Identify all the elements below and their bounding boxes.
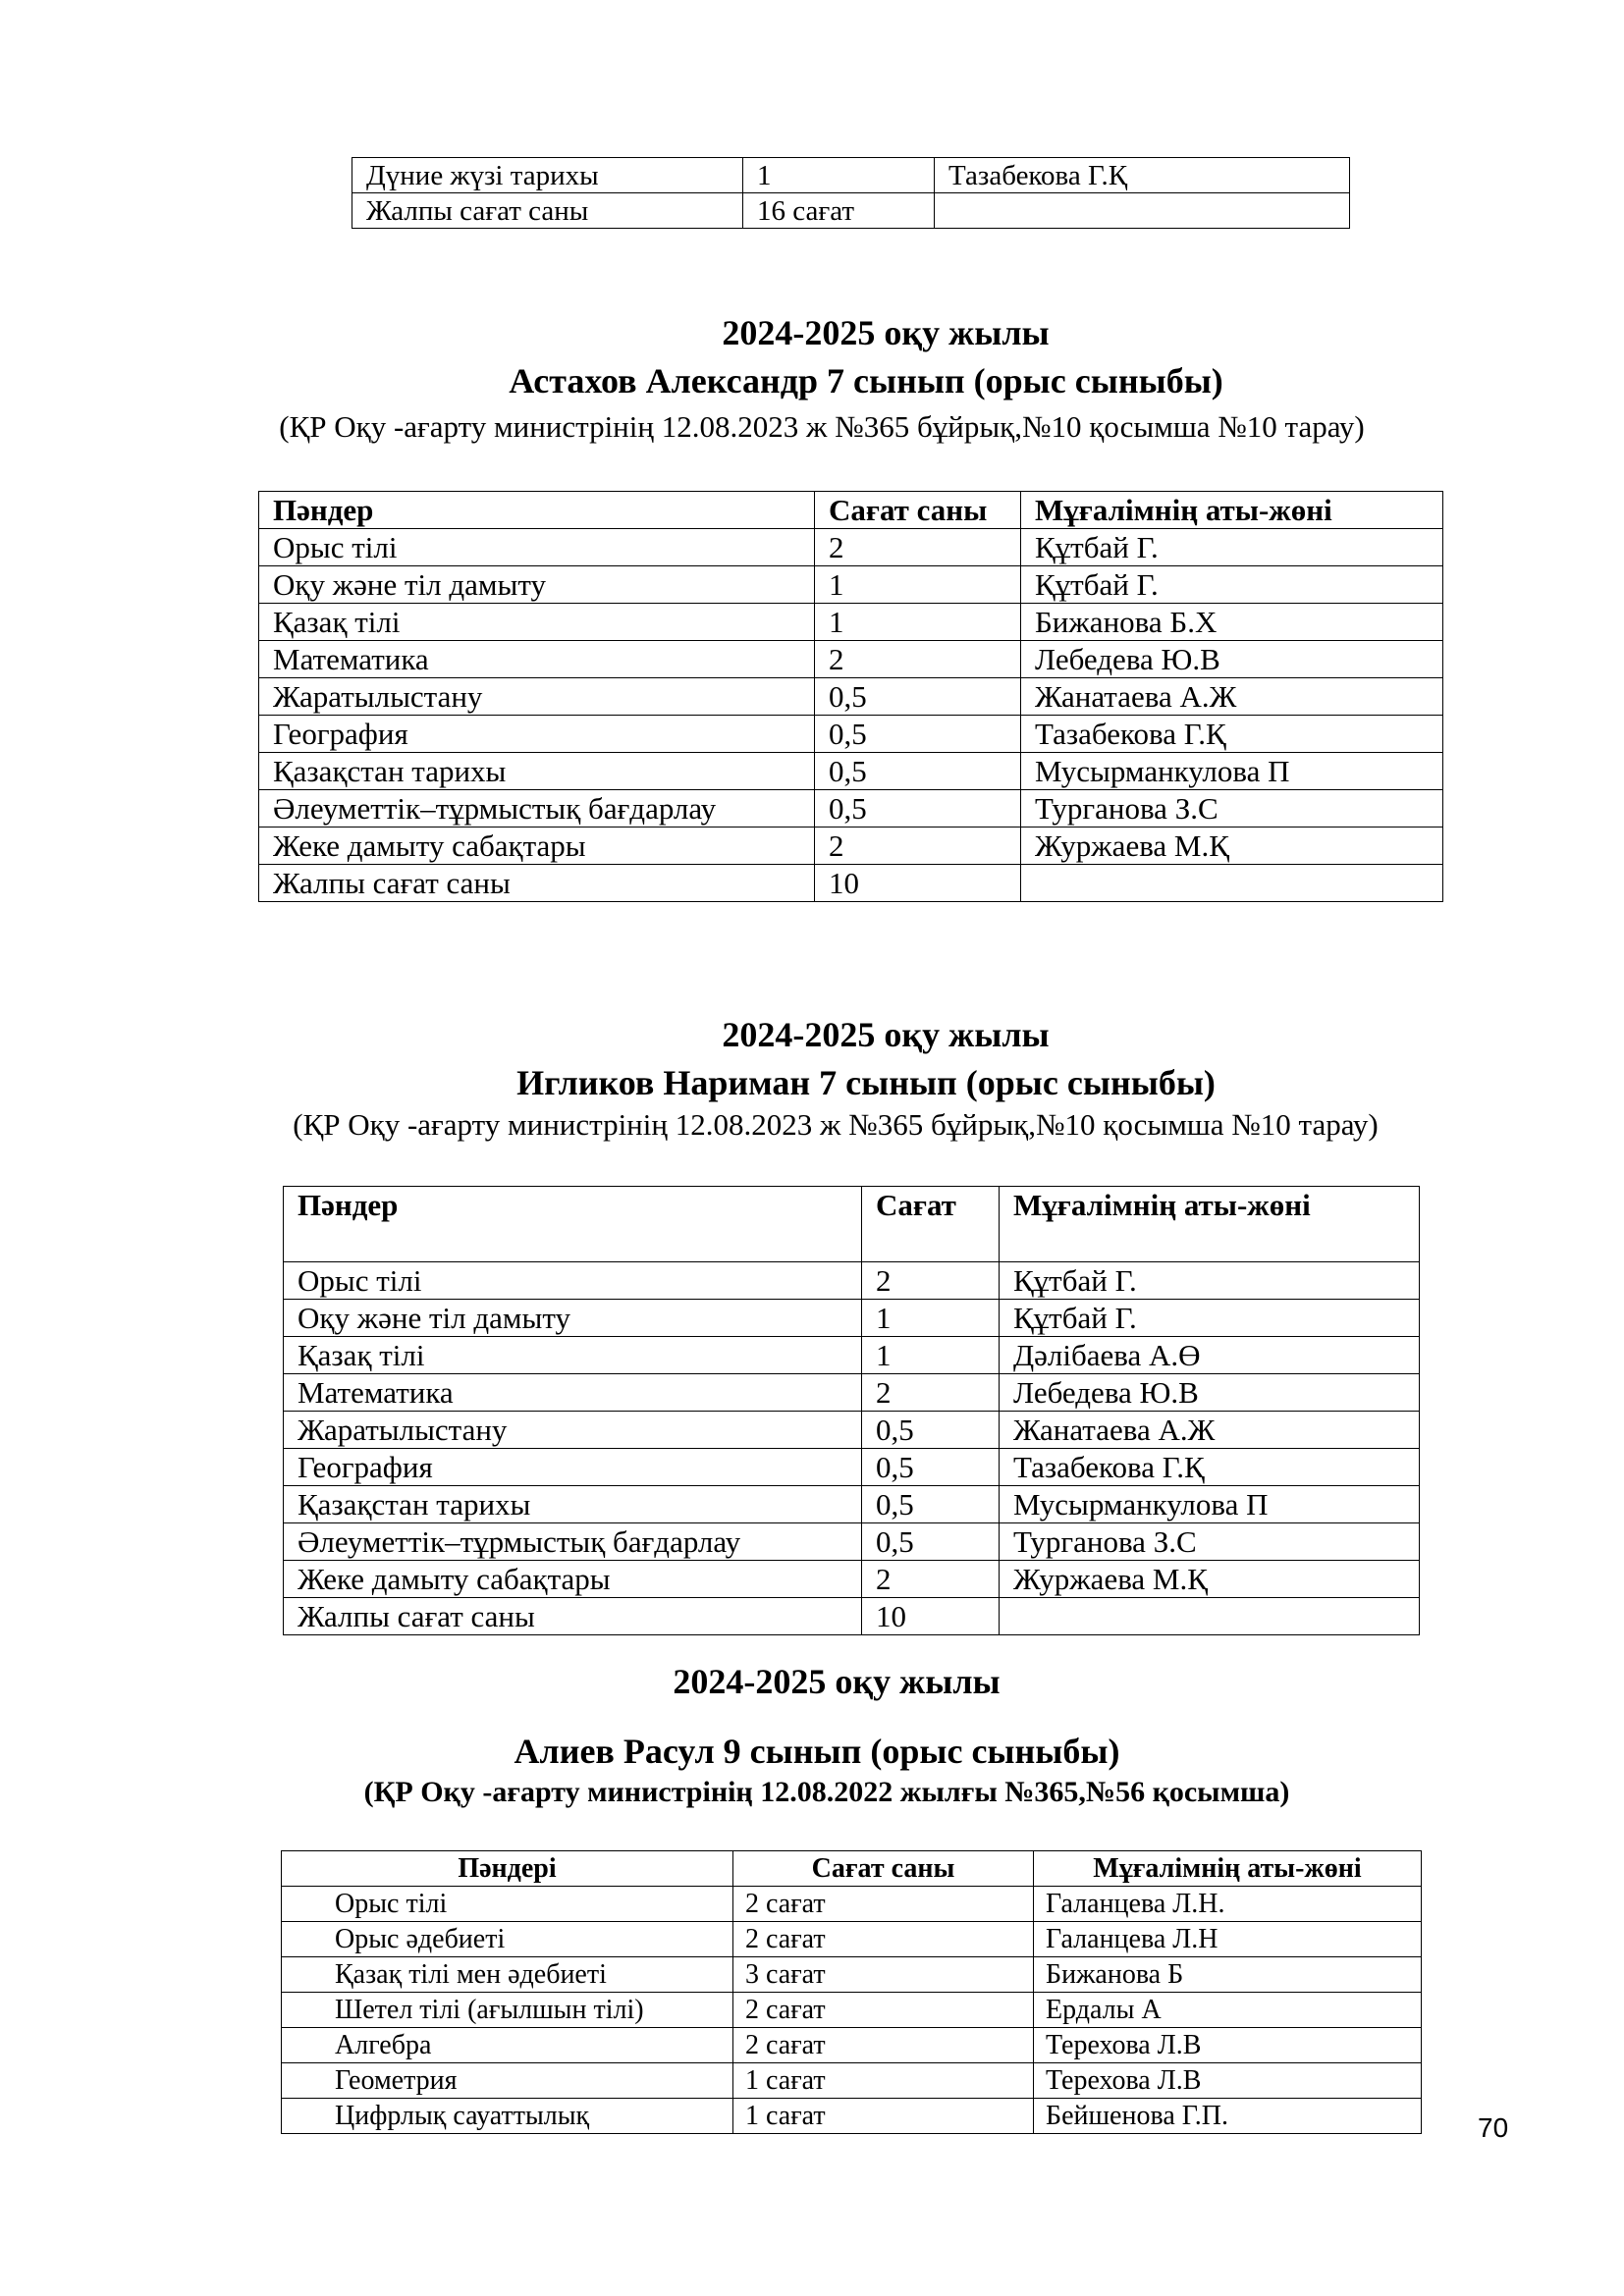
table-cell: Жаратылыстану <box>284 1412 862 1449</box>
table-cell: 1 сағат <box>733 2063 1034 2099</box>
column-header: Пәндер <box>259 492 815 529</box>
table-cell: 1 <box>862 1337 1000 1374</box>
column-header: Сағат саны <box>815 492 1021 529</box>
table-cell: Математика <box>259 641 815 678</box>
table-cell: 0,5 <box>815 716 1021 753</box>
table-cell: Лебедева Ю.В <box>1021 641 1443 678</box>
table-cell: Математика <box>284 1374 862 1412</box>
table-cell: Орыс тілі <box>284 1262 862 1300</box>
table-cell: Геометрия <box>282 2063 733 2099</box>
table-row <box>284 1262 1420 1300</box>
column-header: Пәндері <box>282 1851 733 1887</box>
page-number: 70 <box>1478 2112 1509 2143</box>
table-cell: Қазақстан тарихы <box>259 753 815 790</box>
table-cell: Ердалы А <box>1034 1993 1422 2028</box>
table-cell: Әлеуметтік–тұрмыстық бағдарлау <box>259 790 815 828</box>
table-cell: Бижанова Б.Х <box>1021 604 1443 641</box>
table-row <box>259 753 1443 790</box>
table-cell: Шетел тілі (ағылшын тілі) <box>282 1993 733 2028</box>
table-cell: 2 сағат <box>733 1922 1034 1957</box>
table-row <box>259 790 1443 828</box>
table-cell: 2 сағат <box>733 2028 1034 2063</box>
table-cell: Орыс әдебиеті <box>282 1922 733 1957</box>
table-cell: Жеке дамыту сабақтары <box>284 1561 862 1598</box>
table-cell <box>1021 865 1443 902</box>
table-cell: Журжаева М.Қ <box>1000 1561 1420 1598</box>
table-row <box>352 158 1350 193</box>
table-cell: 2 <box>815 529 1021 566</box>
column-header: Мұғалімнің аты-жөні <box>1000 1187 1420 1262</box>
table-row <box>284 1523 1420 1561</box>
table-cell: Жалпы сағат саны <box>259 865 815 902</box>
table-cell: Галанцева Л.Н. <box>1034 1887 1422 1922</box>
table-row <box>284 1598 1420 1635</box>
table-cell: 1 <box>815 604 1021 641</box>
table-row <box>282 1993 1422 2028</box>
table-row <box>284 1486 1420 1523</box>
section3-student: Алиев Расул 9 сынып (орыс сыныбы) <box>514 1732 1120 1771</box>
table-cell: Журжаева М.Қ <box>1021 828 1443 865</box>
table-cell: Оқу және тіл дамыту <box>259 566 815 604</box>
table-section1 <box>258 491 1443 902</box>
table-row <box>352 193 1350 229</box>
table-cell: 2 <box>815 828 1021 865</box>
table-cell: Мусырманкулова П <box>1000 1486 1420 1523</box>
table-row <box>282 2063 1422 2099</box>
table-cell: География <box>284 1449 862 1486</box>
table-top <box>352 157 1350 229</box>
table-cell: 0,5 <box>815 678 1021 716</box>
table-cell: 1 <box>862 1300 1000 1337</box>
table-cell: Орыс тілі <box>259 529 815 566</box>
table-cell: Лебедева Ю.В <box>1000 1374 1420 1412</box>
table-cell: Қазақ тілі мен әдебиеті <box>282 1957 733 1993</box>
table-cell: Құтбай Г. <box>1021 529 1443 566</box>
table-row <box>282 1887 1422 1922</box>
table-cell: Турганова З.С <box>1000 1523 1420 1561</box>
table-row <box>284 1449 1420 1486</box>
table-cell: Әлеуметтік–тұрмыстық бағдарлау <box>284 1523 862 1561</box>
table-cell: Терехова Л.В <box>1034 2028 1422 2063</box>
table-cell: 1 сағат <box>733 2099 1034 2134</box>
table-cell: 2 <box>815 641 1021 678</box>
table-row <box>259 566 1443 604</box>
table-row <box>259 604 1443 641</box>
table-cell: Орыс тілі <box>282 1887 733 1922</box>
table-row <box>282 2028 1422 2063</box>
table-cell: Цифрлық сауаттылық <box>282 2099 733 2134</box>
table-cell: 0,5 <box>815 790 1021 828</box>
table-row <box>284 1412 1420 1449</box>
table-section3 <box>281 1850 1422 2134</box>
table-cell: 2 <box>862 1374 1000 1412</box>
table-cell: 3 сағат <box>733 1957 1034 1993</box>
table-cell: Құтбай Г. <box>1000 1262 1420 1300</box>
table-cell <box>1000 1598 1420 1635</box>
table-cell: 0,5 <box>862 1449 1000 1486</box>
table-cell: Жаратылыстану <box>259 678 815 716</box>
table-cell: Тазабекова Г.Қ <box>935 158 1350 193</box>
section1-student: Астахов Александр 7 сынып (орыс сыныбы) <box>509 361 1223 400</box>
table-cell: Тазабекова Г.Қ <box>1000 1449 1420 1486</box>
table-cell: Дүние жүзі тарихы <box>352 158 743 193</box>
table-row <box>282 1957 1422 1993</box>
section2-student: Игликов Нариман 7 сынып (орыс сыныбы) <box>516 1063 1216 1102</box>
table-cell: Галанцева Л.Н <box>1034 1922 1422 1957</box>
table-row <box>259 529 1443 566</box>
table-cell: 0,5 <box>862 1523 1000 1561</box>
table-cell: 0,5 <box>862 1412 1000 1449</box>
section3-order: (ҚР Оқу -ағарту министрінің 12.08.2022 жылғы №365,№56 қосымша) <box>363 1776 1290 1808</box>
table-cell: Жалпы сағат саны <box>284 1598 862 1635</box>
table-row <box>284 1374 1420 1412</box>
column-header: Мұғалімнің аты-жөні <box>1034 1851 1422 1887</box>
table-row <box>259 828 1443 865</box>
table-cell: 16 сағат <box>743 193 935 229</box>
table-cell: 2 <box>862 1262 1000 1300</box>
table-row <box>284 1300 1420 1337</box>
column-header: Сағат <box>862 1187 1000 1262</box>
section1-order: (ҚР Оқу -ағарту министрінің 12.08.2023 ж №365 бұйрық,№10 қосымша №10 тарау) <box>279 409 1365 444</box>
table-cell: 1 <box>815 566 1021 604</box>
table-cell: Жанатаева А.Ж <box>1021 678 1443 716</box>
table-cell <box>935 193 1350 229</box>
table-row <box>282 2099 1422 2134</box>
table-cell: Құтбай Г. <box>1000 1300 1420 1337</box>
table-row <box>259 678 1443 716</box>
table-cell: Бейшенова Г.П. <box>1034 2099 1422 2134</box>
table-section2 <box>283 1186 1420 1635</box>
table-header-row <box>284 1187 1420 1262</box>
table-header-row <box>259 492 1443 529</box>
table-row <box>284 1337 1420 1374</box>
table-cell: 2 <box>862 1561 1000 1598</box>
table-cell: 0,5 <box>862 1486 1000 1523</box>
table-cell: Алгебра <box>282 2028 733 2063</box>
table-cell: География <box>259 716 815 753</box>
section1-year: 2024-2025 оқу жылы <box>722 313 1050 352</box>
table-cell: Қазақстан тарихы <box>284 1486 862 1523</box>
table-cell: Жеке дамыту сабақтары <box>259 828 815 865</box>
table-row <box>259 716 1443 753</box>
table-cell: 2 сағат <box>733 1887 1034 1922</box>
table-cell: 10 <box>862 1598 1000 1635</box>
table-cell: Оқу және тіл дамыту <box>284 1300 862 1337</box>
table-row <box>284 1561 1420 1598</box>
column-header: Сағат саны <box>733 1851 1034 1887</box>
table-cell: Жанатаева А.Ж <box>1000 1412 1420 1449</box>
table-cell: Терехова Л.В <box>1034 2063 1422 2099</box>
section2-year: 2024-2025 оқу жылы <box>722 1015 1050 1054</box>
table-cell: 10 <box>815 865 1021 902</box>
section2-order: (ҚР Оқу -ағарту министрінің 12.08.2023 ж №365 бұйрық,№10 қосымша №10 тарау) <box>293 1107 1379 1142</box>
column-header: Мұғалімнің аты-жөні <box>1021 492 1443 529</box>
table-cell: Дәлібаева А.Ө <box>1000 1337 1420 1374</box>
table-cell: 1 <box>743 158 935 193</box>
table-cell: Мусырманкулова П <box>1021 753 1443 790</box>
table-cell: Жалпы сағат саны <box>352 193 743 229</box>
table-row <box>259 865 1443 902</box>
table-cell: Құтбай Г. <box>1021 566 1443 604</box>
table-cell: Қазақ тілі <box>284 1337 862 1374</box>
table-cell: 2 сағат <box>733 1993 1034 2028</box>
table-header-row <box>282 1851 1422 1887</box>
table-row <box>282 1922 1422 1957</box>
table-cell: Бижанова Б <box>1034 1957 1422 1993</box>
column-header: Пәндер <box>284 1187 862 1262</box>
section3-year: 2024-2025 оқу жылы <box>673 1662 1001 1701</box>
table-cell: 0,5 <box>815 753 1021 790</box>
table-cell: Қазақ тілі <box>259 604 815 641</box>
table-cell: Турганова З.С <box>1021 790 1443 828</box>
table-row <box>259 641 1443 678</box>
table-cell: Тазабекова Г.Қ <box>1021 716 1443 753</box>
